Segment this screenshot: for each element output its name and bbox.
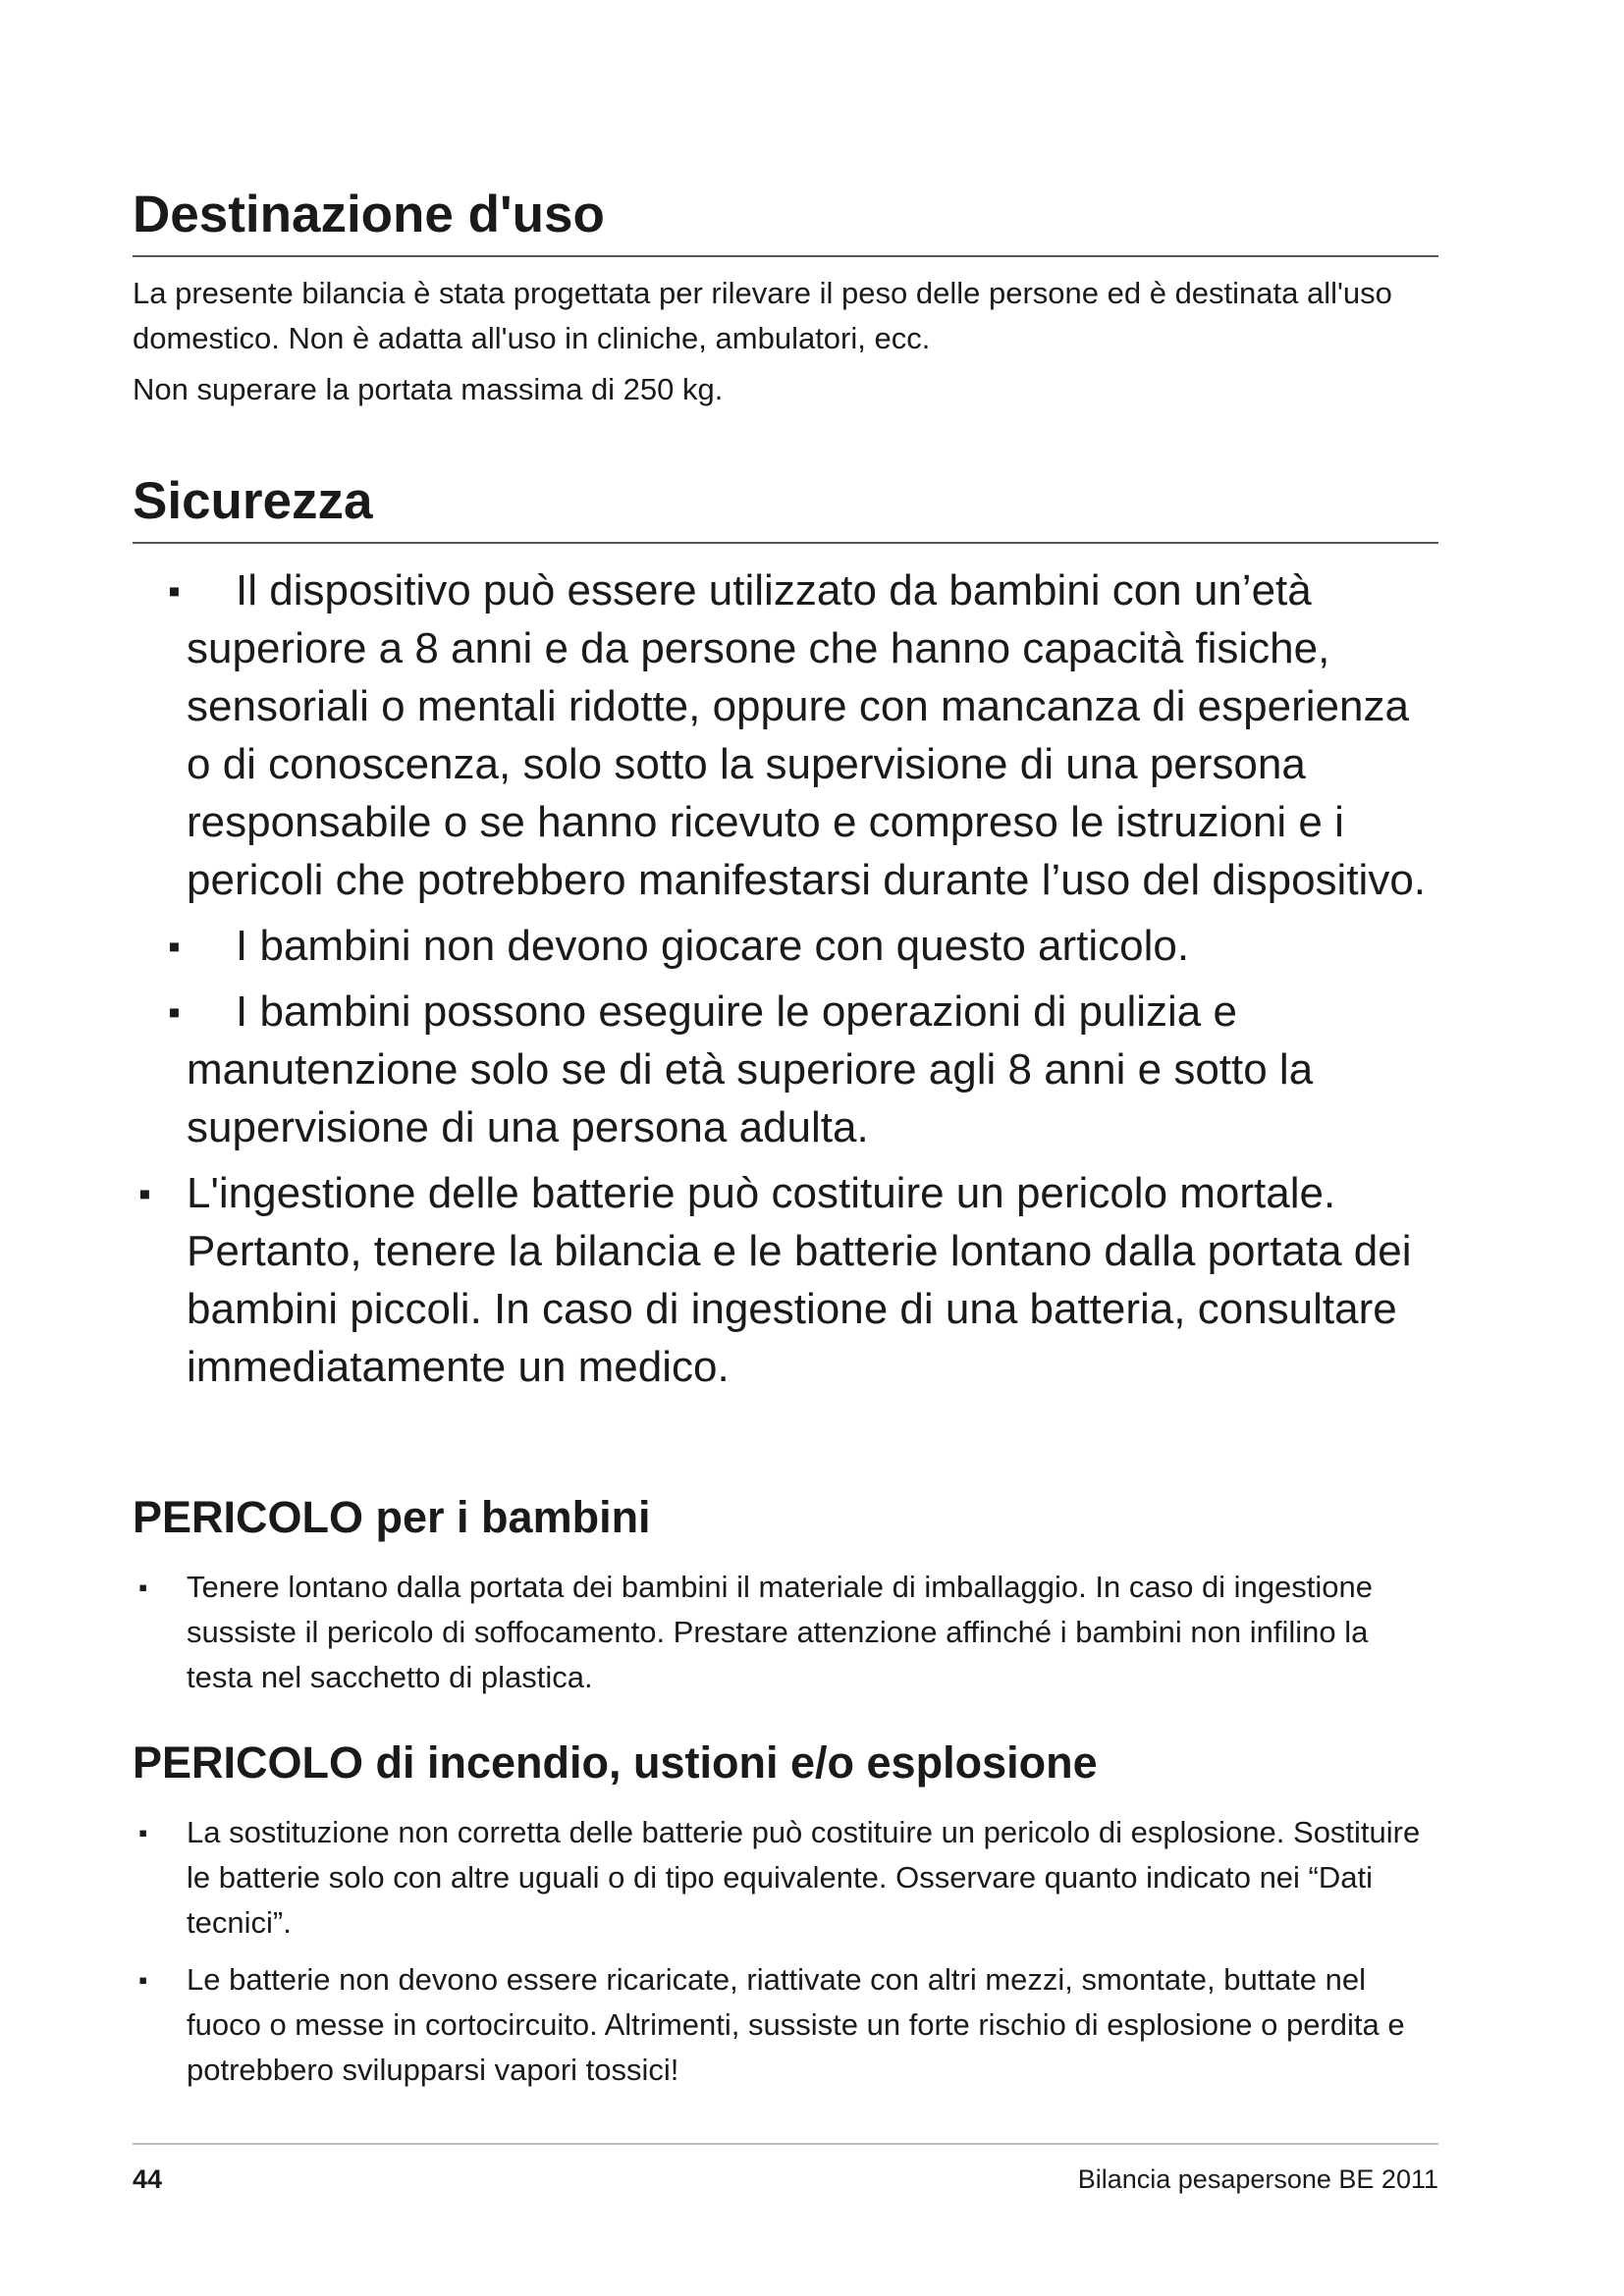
danger-children-list: [133, 1565, 1438, 1700]
list-item-text: Il dispositivo può essere utilizzato da bambini con un’età superiore a 8 anni e da persone che hanno capacità fisiche, sensoriali o mentali ridotte, oppure con mancanza di esperienza o di conoscenza, solo sotto la supervisione di una persona responsabile o se hanno ricevuto e compreso le istruzioni e i pericoli che potrebbero manifestarsi durante l’uso del dispositivo.: [187, 566, 1427, 905]
list-item: [133, 1565, 1438, 1700]
product-name: Bilancia pesapersone BE 2011: [1077, 2164, 1438, 2194]
safety-list: [133, 561, 1438, 1396]
bullet-icon: ▪: [138, 1817, 148, 1847]
list-item: [133, 917, 1438, 975]
list-item: [133, 561, 1438, 909]
list-item-text: I bambini possono eseguire le operazioni di pulizia e manutenzione solo se di età superiore agli 8 anni e sotto la supervisione di una persona adulta.: [187, 988, 1314, 1152]
danger-fire-list: [133, 1810, 1438, 2093]
list-item: [133, 983, 1438, 1156]
danger-children-heading: PERICOLO per i bambini: [133, 1492, 651, 1542]
page-footer: [133, 2143, 1438, 2195]
bullet-icon: ▪: [138, 1964, 148, 1995]
list-item: [133, 1957, 1438, 2093]
bullet-icon: ▪: [168, 570, 181, 612]
danger-children-section: [133, 1492, 1438, 1712]
intended-use-section: [133, 187, 1438, 412]
list-item-text: L'ingestione delle batterie può costituire un pericolo mortale. Pertanto, tenere la bilancia e le batterie lontano dalla portata dei bambini piccoli. In caso di ingestione di una batteria, consultare immediatamente un medico.: [187, 1169, 1412, 1392]
list-item: [133, 1164, 1438, 1396]
safety-heading: Sicurezza: [133, 473, 1438, 544]
list-item-text: Le batterie non devono essere ricaricate, riattivate con altri mezzi, smontate, buttate nel fuoco o messe in cortocircuito. Altrimenti, sussiste un forte rischio di esplosione o perdita e potrebbero svilupparsi vapori tossici!: [187, 1961, 1405, 2087]
bullet-icon: ▪: [138, 1173, 151, 1214]
max-capacity-paragraph: Non superare la portata massima di 250 kg.: [133, 372, 724, 407]
manual-page: [133, 0, 1438, 2296]
page-number: 44: [133, 2164, 163, 2194]
bullet-icon: ▪: [168, 926, 181, 967]
list-item-text: I bambini non devono giocare con questo articolo.: [236, 922, 1190, 971]
intended-use-paragraph: La presente bilancia è stata progettata per rilevare il peso delle persone ed è destinata all'uso domestico. Non è adatta all'uso in cliniche, ambulatori, ecc.: [133, 276, 1392, 356]
list-item-text: Tenere lontano dalla portata dei bambini il materiale di imballaggio. In caso di ingestione sussiste il pericolo di soffocamento. Prestare attenzione affinché i bambini non infilino la testa nel sacchetto di plastica.: [187, 1569, 1374, 1694]
bullet-icon: ▪: [138, 1572, 148, 1602]
safety-section: [133, 473, 1438, 1404]
bullet-icon: ▪: [168, 991, 181, 1033]
intended-use-heading: Destinazione d'uso: [133, 187, 1438, 257]
list-item-text: La sostituzione non corretta delle batterie può costituire un pericolo di esplosione. Sostituire le batterie solo con altre uguali o di tipo equivalente. Osservare quanto indicato nei “Dati tecnici”.: [187, 1814, 1421, 1940]
danger-fire-heading: PERICOLO di incendio, ustioni e/o esplosione: [133, 1737, 1098, 1788]
danger-fire-section: [133, 1737, 1438, 2105]
list-item: [133, 1810, 1438, 1946]
